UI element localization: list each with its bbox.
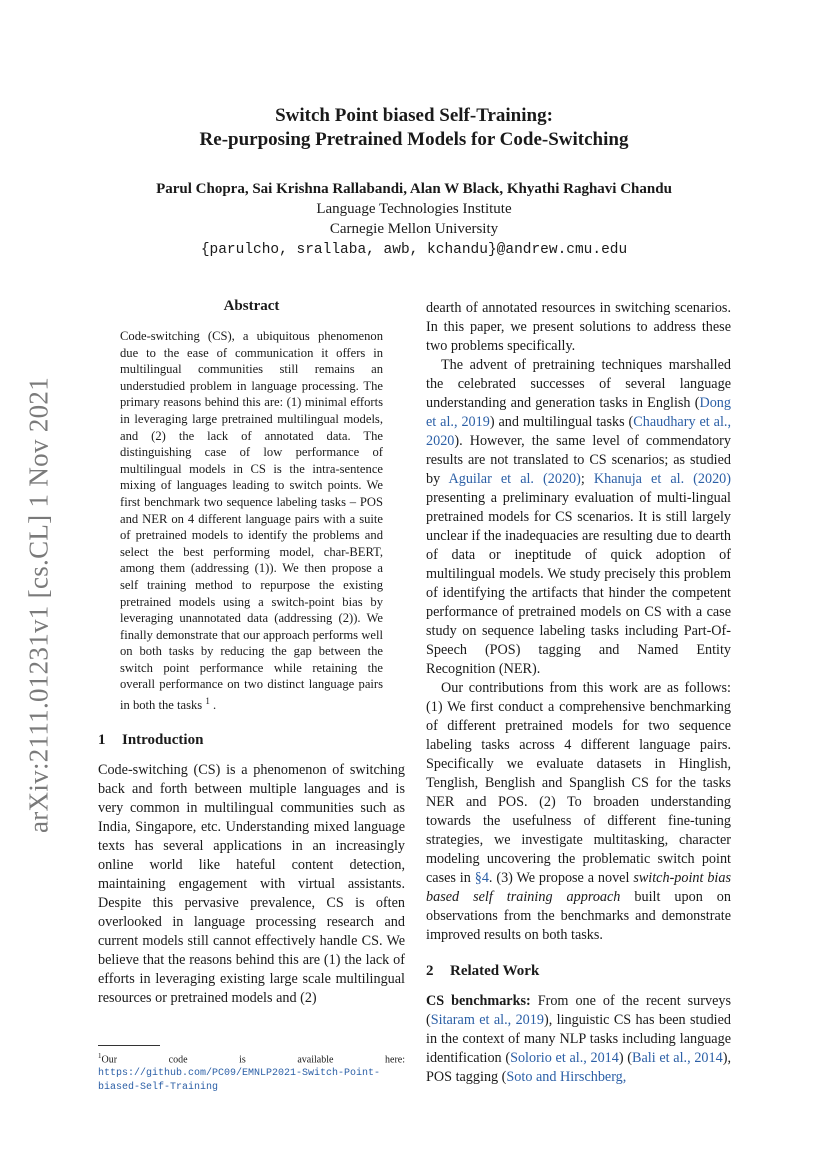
intro-paragraph-2 <box>426 356 731 679</box>
abstract-end: . <box>213 698 217 713</box>
section-number: 1 <box>98 731 106 748</box>
text-run: From one of the recent surveys ( <box>426 993 731 1028</box>
text-run: ), linguistic CS has been studied in the context of many NLP tasks including language identification ( <box>426 1012 731 1066</box>
section-ref-link[interactable]: §4 <box>474 870 489 886</box>
text-run: The advent of pretraining techniques marshalled the celebrated successes of several language understanding and generation tasks in English ( <box>426 357 731 411</box>
inline-heading: CS benchmarks: <box>426 993 531 1009</box>
arxiv-stamp-text: arXiv:2111.01231v1 [cs.CL] 1 Nov 2021 <box>23 376 54 834</box>
university: Carnegie Mellon University <box>329 221 499 237</box>
footnote <box>98 1050 405 1094</box>
intro-paragraph-1-continued: dearth of annotated resources in switching scenarios. In this paper, we present solutions to address these two problems specifically. <box>426 300 731 354</box>
text-run: . (3) We propose a novel <box>488 870 634 886</box>
abstract-body <box>120 328 383 714</box>
section-number: 2 <box>426 963 434 979</box>
authors: Parul Chopra, Sai Krishna Rallabandi, Alan W Black, Khyathi Raghavi Chandu <box>156 181 672 197</box>
code-url-link[interactable]: https://github.com/PC09/EMNLP2021-Switch-Point-biased-Self-Training <box>98 1068 381 1094</box>
citation-link[interactable]: Chaudhary et al., 2020 <box>426 414 732 449</box>
left-column <box>98 296 405 1008</box>
section-heading-introduction <box>98 730 405 750</box>
citation-link[interactable]: Sitaram et al., 2019 <box>430 1012 544 1028</box>
section-heading-related-work <box>426 961 731 981</box>
citation-link[interactable]: Soto and Hirschberg, <box>506 1069 627 1085</box>
abstract-heading: Abstract <box>223 298 280 314</box>
intro-paragraph-1: Code-switching (CS) is a phenomenon of switching back and forth between multiple languages and is very common in multilingual communities such as India, Singapore, etc. Understanding mixed language texts has several applications in an increasingly online world like hateful content detection, maintaining engagement with virtual assistants. Despite this pervasive prevalence, CS is often overlooked in language processing research and current models still cannot effectively handle CS. We believe that the reasons behind this are (1) the lack of efforts in leveraging existing large scale multilingual resources or pretrained models and (2) <box>98 761 405 1006</box>
related-paragraph-1 <box>426 992 731 1087</box>
abstract-footnote-mark[interactable]: 1 <box>205 696 210 707</box>
text-run: ), POS tagging ( <box>426 1050 731 1085</box>
institute: Language Technologies Institute <box>316 201 512 217</box>
footnote-mark: 1 <box>98 1052 102 1060</box>
author-emails: {parulcho, srallaba, awb, kchandu}@andrew.cmu.edu <box>200 242 628 258</box>
intro-paragraph-3 <box>426 679 731 945</box>
citation-link[interactable]: Bali et al., 2014 <box>632 1050 723 1066</box>
section-title: Related Work <box>450 963 540 979</box>
title-line-2: Re-purposing Pretrained Models for Code-Switching <box>199 129 629 150</box>
footnote-rule <box>98 1045 160 1046</box>
title-line-1: Switch Point biased Self-Training: <box>275 105 553 126</box>
paper-header <box>0 104 828 260</box>
citation-link[interactable]: Solorio et al., 2014 <box>510 1050 619 1066</box>
emphasis: switch-point bias based self training approach <box>426 870 731 905</box>
citation-link[interactable]: Dong et al., 2019 <box>426 395 731 430</box>
text-run: ). However, the same level of commendatory results are not translated to CS scenarios; as studied by <box>426 433 731 487</box>
text-run: ; <box>580 471 594 487</box>
text-run: presenting a preliminary evaluation of multi-lingual pretrained models for CS scenarios. It is still largely unclear if the inadequacies are resulting due to dearth of data or ineptitude of quick adoption of multilingual models. We study precisely this problem of identifying the artifacts that hinder the competent performance of pretrained models on CS with a case study on sequence labeling tasks including Part-Of-Speech (POS) tagging and Named Entity Recognition (NER). <box>426 490 731 677</box>
text-run: ) ( <box>618 1050 633 1066</box>
citation-link[interactable]: Aguilar et al. (2020) <box>448 471 581 487</box>
right-column <box>426 299 731 1087</box>
text-run: built upon on observations from the benchmarks and demonstrate improved results on both tasks. <box>426 889 731 943</box>
citation-link[interactable]: Khanuja et al. (2020) <box>593 471 732 487</box>
abstract-text: Code-switching (CS), a ubiquitous phenomenon due to the ease of communication it offers in multilingual communities still remains an understudied problem in language processing. The primary reasons behind this are: (1) minimal efforts in leveraging large pretrained multilingual models, and (2) the lack of annotated data. The distinguishing case of low performance of multilingual models in CS is the intra-sentence mixing of languages leading to switch points. We first benchmark two sequence labeling tasks – POS and NER on 4 different language pairs with a suite of pretrained models to identify the problems and select the best performing model, char-BERT, among them (addressing (1)). We then propose a self training method to repurpose the existing pretrained models using a switch-point bias by leveraging unannotated data (addressing (2)). We finally demonstrate that our approach performs well on both tasks by reducing the gap between the switch point performance while retaining the overall performance on two distinct language pairs in both the tasks <box>120 329 383 713</box>
section-title: Introduction <box>122 731 204 748</box>
arxiv-stamp <box>14 370 64 840</box>
footnote-text: Our code is available here: <box>101 1054 405 1066</box>
text-run: ) and multilingual tasks ( <box>489 414 634 430</box>
text-run: Our contributions from this work are as follows: (1) We first conduct a comprehensive benchmarking of different pretrained models for two sequence labeling tasks across 4 different language pairs. Specifically we evaluate datasets in Hinglish, Tenglish, Benglish and Spanglish CS for the tasks NER and POS. (2) To broaden understanding towards the usefulness of different fine-tuning strategies, we investigate multitasking, character modeling uncovering the problematic switch point cases in <box>426 680 731 886</box>
